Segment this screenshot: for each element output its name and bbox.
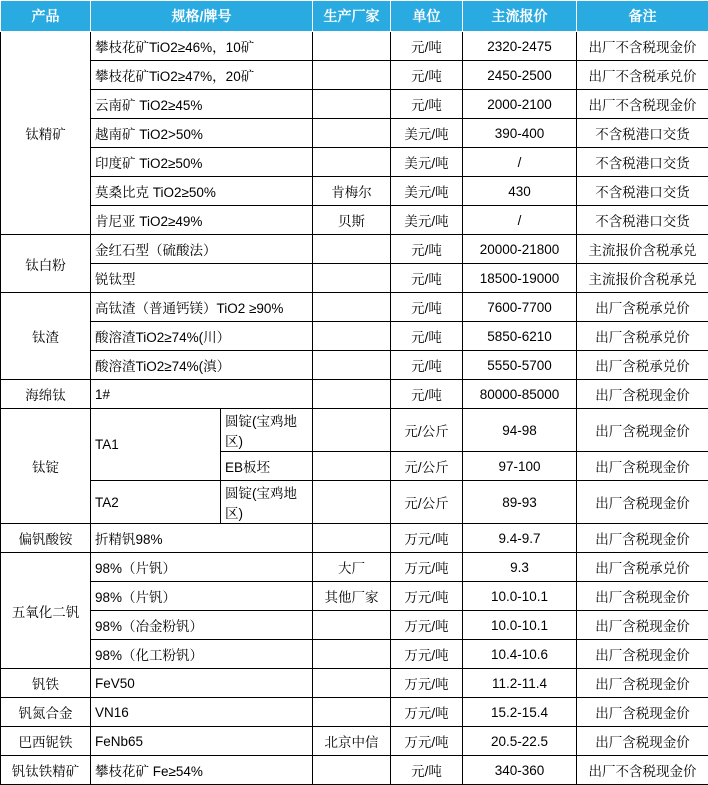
cell-unit: 元/吨 (391, 264, 463, 293)
cell-price: 10.0-10.1 (463, 611, 577, 640)
cell-product: 五氧化二钒 (1, 553, 91, 669)
cell-remark: 出厂含税现金价 (577, 380, 708, 409)
cell-remark: 不含税港口交货 (577, 177, 708, 206)
cell-remark: 出厂不含税现金价 (577, 32, 708, 61)
cell-spec: FeV50 (91, 669, 313, 698)
table-row (1, 148, 708, 177)
table-row (1, 409, 708, 452)
table-row (1, 90, 708, 119)
cell-product: 海绵钛 (1, 380, 91, 409)
table-body (1, 32, 708, 785)
cell-maker (313, 452, 391, 481)
cell-price: 10.4-10.6 (463, 640, 577, 669)
cell-maker (313, 264, 391, 293)
cell-remark: 出厂含税现金价 (577, 452, 708, 481)
cell-price: 390-400 (463, 119, 577, 148)
cell-spec: 酸溶渣TiO2≥74%(川） (91, 322, 313, 351)
table-row (1, 481, 708, 524)
cell-remark: 出厂含税现金价 (577, 698, 708, 727)
cell-remark: 出厂含税现金价 (577, 727, 708, 756)
cell-product: 钛精矿 (1, 32, 91, 235)
cell-remark: 主流报价含税承兑 (577, 264, 708, 293)
cell-maker (313, 235, 391, 264)
cell-maker (313, 293, 391, 322)
cell-unit: 万元/吨 (391, 698, 463, 727)
cell-unit: 元/吨 (391, 32, 463, 61)
cell-price: 18500-19000 (463, 264, 577, 293)
cell-remark: 出厂含税现金价 (577, 582, 708, 611)
cell-price: 80000-85000 (463, 380, 577, 409)
cell-spec: VN16 (91, 698, 313, 727)
cell-price: 9.3 (463, 553, 577, 582)
cell-remark: 不含税港口交货 (577, 148, 708, 177)
cell-maker (313, 61, 391, 90)
column-header-spec: 规格/牌号 (91, 1, 313, 32)
cell-price: 2450-2500 (463, 61, 577, 90)
cell-maker (313, 756, 391, 785)
cell-remark: 主流报价含税承兑 (577, 235, 708, 264)
table-row (1, 669, 708, 698)
cell-product: 钛锭 (1, 409, 91, 524)
cell-unit: 元/吨 (391, 351, 463, 380)
cell-price: 20000-21800 (463, 235, 577, 264)
cell-spec: 金红石型（硫酸法） (91, 235, 313, 264)
cell-price: 89-93 (463, 481, 577, 524)
cell-product: 钒钛铁精矿 (1, 756, 91, 785)
cell-price: 97-100 (463, 452, 577, 481)
table-row (1, 380, 708, 409)
cell-maker: 北京中信 (313, 727, 391, 756)
cell-unit: 元/吨 (391, 756, 463, 785)
cell-maker (313, 380, 391, 409)
cell-remark: 出厂含税承兑价 (577, 322, 708, 351)
cell-remark: 不含税港口交货 (577, 119, 708, 148)
cell-remark: 不含税港口交货 (577, 206, 708, 235)
cell-product: 钛渣 (1, 293, 91, 380)
cell-product: 钛白粉 (1, 235, 91, 293)
cell-remark: 出厂不含税现金价 (577, 756, 708, 785)
cell-price: 7600-7700 (463, 293, 577, 322)
cell-unit: 美元/吨 (391, 206, 463, 235)
cell-price: 2000-2100 (463, 90, 577, 119)
cell-unit: 万元/吨 (391, 669, 463, 698)
cell-product: 钒氮合金 (1, 698, 91, 727)
cell-spec: 攀枝花矿TiO2≥46%，10矿 (91, 32, 313, 61)
cell-price: 20.5-22.5 (463, 727, 577, 756)
table-header-row (1, 1, 708, 32)
cell-spec: 98%（冶金粉钒） (91, 611, 313, 640)
cell-spec: 98%（化工粉钒） (91, 640, 313, 669)
cell-price: 15.2-15.4 (463, 698, 577, 727)
table-row (1, 553, 708, 582)
cell-maker: 大厂 (313, 553, 391, 582)
cell-remark: 出厂含税现金价 (577, 669, 708, 698)
cell-spec: TA1 (91, 409, 221, 481)
table-row (1, 582, 708, 611)
cell-price: 9.4-9.7 (463, 524, 577, 553)
cell-maker (313, 640, 391, 669)
column-header-manufacturer: 生产厂家 (313, 1, 391, 32)
table-row (1, 264, 708, 293)
cell-unit: 美元/吨 (391, 177, 463, 206)
cell-maker: 肯梅尔 (313, 177, 391, 206)
cell-maker (313, 698, 391, 727)
cell-maker (313, 409, 391, 452)
cell-spec-detail: EB板坯 (221, 452, 313, 481)
cell-price: 11.2-11.4 (463, 669, 577, 698)
cell-spec-detail: 圆锭(宝鸡地区) (221, 409, 313, 452)
cell-spec: 云南矿 TiO2≥45% (91, 90, 313, 119)
cell-remark: 出厂含税承兑价 (577, 293, 708, 322)
cell-product: 钒铁 (1, 669, 91, 698)
cell-spec: 酸溶渣TiO2≥74%(滇） (91, 351, 313, 380)
cell-unit: 元/吨 (391, 235, 463, 264)
cell-unit: 元/吨 (391, 293, 463, 322)
cell-maker (313, 524, 391, 553)
cell-remark: 出厂含税承兑价 (577, 553, 708, 582)
table-row (1, 32, 708, 61)
cell-maker (313, 351, 391, 380)
cell-price: 94-98 (463, 409, 577, 452)
table-row (1, 756, 708, 785)
cell-maker (313, 90, 391, 119)
table-row (1, 351, 708, 380)
cell-remark: 出厂含税现金价 (577, 481, 708, 524)
cell-remark: 出厂含税现金价 (577, 409, 708, 452)
cell-unit: 万元/吨 (391, 640, 463, 669)
cell-unit: 元/吨 (391, 322, 463, 351)
cell-price: 5850-6210 (463, 322, 577, 351)
cell-unit: 美元/吨 (391, 148, 463, 177)
cell-remark: 出厂含税现金价 (577, 640, 708, 669)
table-row (1, 119, 708, 148)
cell-spec: 肯尼亚 TiO2≥49% (91, 206, 313, 235)
column-header-remark: 备注 (577, 1, 708, 32)
table-row (1, 293, 708, 322)
cell-spec: 98%（片钒） (91, 553, 313, 582)
cell-unit: 元/公斤 (391, 452, 463, 481)
cell-maker (313, 669, 391, 698)
cell-remark: 出厂不含税承兑价 (577, 61, 708, 90)
cell-product: 巴西铌铁 (1, 727, 91, 756)
cell-price: / (463, 206, 577, 235)
cell-spec: 莫桑比克 TiO2≥50% (91, 177, 313, 206)
cell-unit: 万元/吨 (391, 582, 463, 611)
cell-unit: 元/吨 (391, 90, 463, 119)
cell-unit: 元/公斤 (391, 481, 463, 524)
cell-price: 430 (463, 177, 577, 206)
cell-spec: 折精钒98% (91, 524, 313, 553)
column-header-unit: 单位 (391, 1, 463, 32)
cell-maker (313, 148, 391, 177)
table-row (1, 611, 708, 640)
cell-maker (313, 32, 391, 61)
cell-maker (313, 481, 391, 524)
cell-product: 偏钒酸铵 (1, 524, 91, 553)
cell-maker: 贝斯 (313, 206, 391, 235)
cell-spec: 1# (91, 380, 313, 409)
table-row (1, 524, 708, 553)
cell-price: 5550-5700 (463, 351, 577, 380)
cell-price: 2320-2475 (463, 32, 577, 61)
cell-unit: 万元/吨 (391, 727, 463, 756)
cell-price: / (463, 148, 577, 177)
cell-price: 10.0-10.1 (463, 582, 577, 611)
cell-maker (313, 611, 391, 640)
cell-spec: FeNb65 (91, 727, 313, 756)
table-row (1, 235, 708, 264)
table-row (1, 61, 708, 90)
column-header-product: 产品 (1, 1, 91, 32)
cell-spec: 越南矿 TiO2>50% (91, 119, 313, 148)
cell-unit: 万元/吨 (391, 553, 463, 582)
cell-unit: 万元/吨 (391, 611, 463, 640)
cell-spec: TA2 (91, 481, 221, 524)
cell-remark: 出厂含税现金价 (577, 611, 708, 640)
cell-remark: 出厂含税承兑价 (577, 351, 708, 380)
cell-unit: 美元/吨 (391, 119, 463, 148)
cell-maker (313, 322, 391, 351)
cell-spec: 攀枝花矿 Fe≥54% (91, 756, 313, 785)
cell-unit: 元/吨 (391, 380, 463, 409)
cell-price: 340-360 (463, 756, 577, 785)
cell-maker: 其他厂家 (313, 582, 391, 611)
cell-spec: 攀枝花矿TiO2≥47%，20矿 (91, 61, 313, 90)
cell-unit: 元/吨 (391, 61, 463, 90)
table-row (1, 698, 708, 727)
table-row (1, 177, 708, 206)
cell-remark: 出厂不含税现金价 (577, 90, 708, 119)
cell-unit: 万元/吨 (391, 524, 463, 553)
cell-spec: 98%（片钒） (91, 582, 313, 611)
cell-remark: 出厂含税现金价 (577, 524, 708, 553)
cell-unit: 元/公斤 (391, 409, 463, 452)
cell-spec: 锐钛型 (91, 264, 313, 293)
column-header-price: 主流报价 (463, 1, 577, 32)
cell-spec: 印度矿 TiO2≥50% (91, 148, 313, 177)
table-row (1, 206, 708, 235)
table-row (1, 322, 708, 351)
cell-spec-detail: 圆锭(宝鸡地区) (221, 481, 313, 524)
table-header (1, 1, 708, 32)
cell-spec: 高钛渣（普通钙镁）TiO2 ≥90% (91, 293, 313, 322)
table-row (1, 640, 708, 669)
cell-maker (313, 119, 391, 148)
